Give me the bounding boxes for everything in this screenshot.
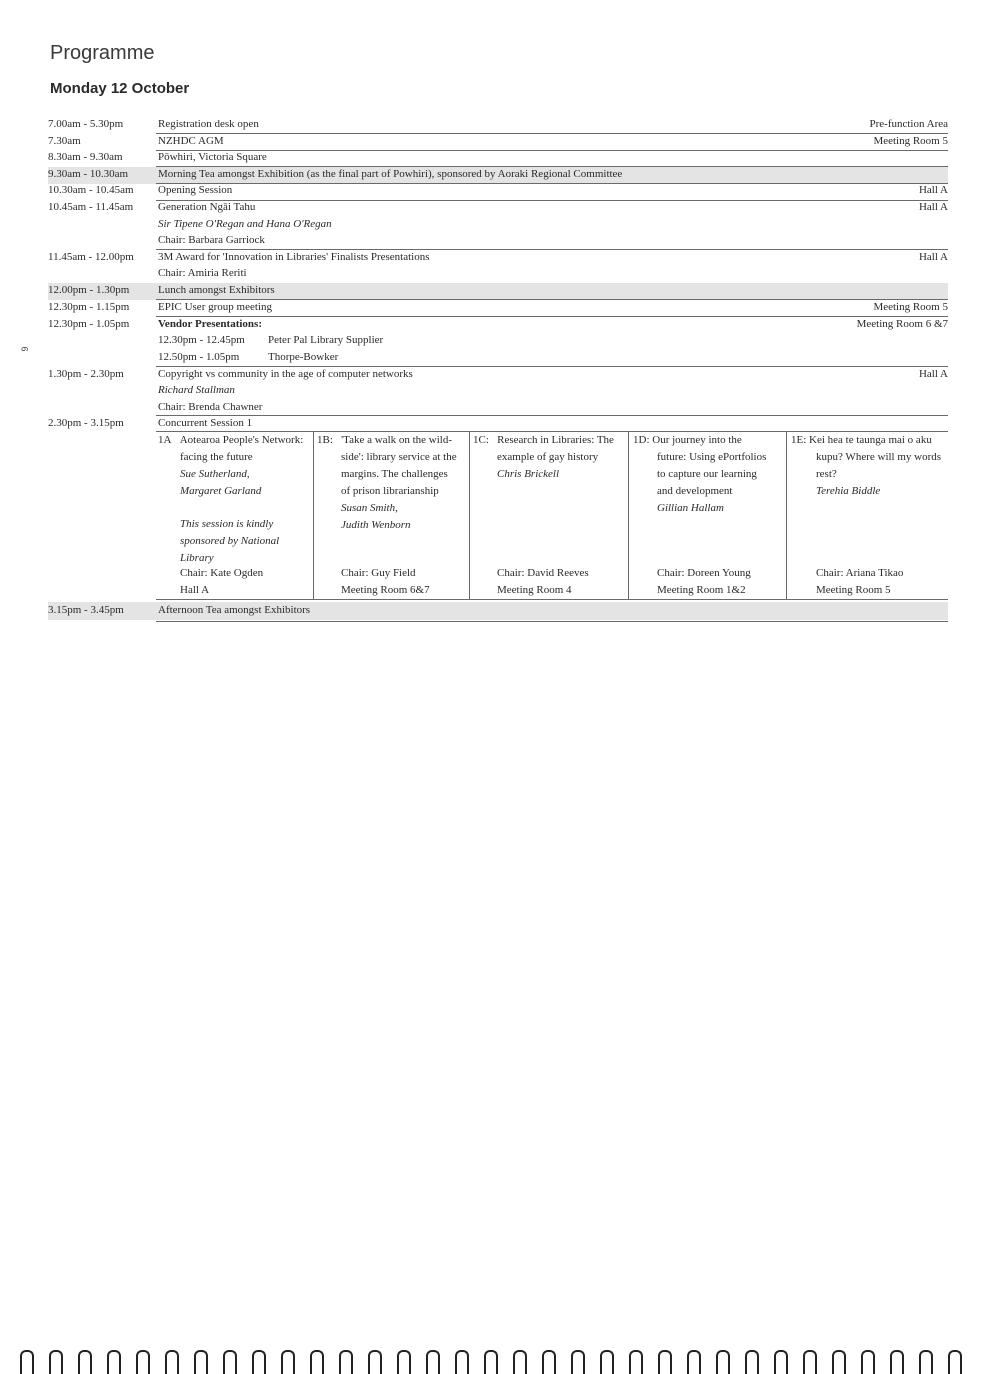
day-heading: Monday 12 October (50, 80, 190, 97)
schedule-row-highlight (48, 167, 948, 184)
row-divider (156, 316, 948, 317)
session-speaker: Chris Brickell (497, 468, 560, 480)
session-title: Research in Libraries: The (497, 434, 614, 446)
binding-ring (49, 1350, 63, 1374)
session-title-cont: margins. The challenges (341, 468, 448, 480)
session-title-cont: to capture our learning (657, 468, 757, 480)
row-location: Meeting Room 5 (873, 135, 948, 147)
session-speaker: Sue Sutherland, (180, 468, 250, 480)
row-chair: Chair: Barbara Garriock (158, 234, 265, 246)
row-location: Hall A (918, 184, 948, 196)
column-divider (469, 432, 470, 599)
column-divider (313, 432, 314, 599)
binding-ring (165, 1350, 179, 1374)
row-speakers: Sir Tipene O'Regan and Hana O'Regan (158, 218, 332, 230)
schedule-row (48, 135, 948, 151)
session-code: 1D: (633, 434, 650, 446)
row-time: 9.30am - 10.30am (48, 168, 129, 180)
session-title-cont: of prison librarianship (341, 485, 439, 497)
row-time: 12.00pm - 1.30pm (48, 284, 130, 296)
row-divider (156, 621, 948, 622)
row-title: Copyright vs community in the age of computer networks (158, 368, 413, 380)
session-title-cont: and development (657, 485, 733, 497)
session-room: Hall A (180, 584, 210, 596)
column-divider (786, 432, 787, 599)
session-code: 1A (158, 434, 172, 446)
schedule-row (48, 184, 948, 200)
schedule-row (48, 118, 948, 134)
session-speaker: Judith Wenborn (341, 519, 411, 531)
row-location: Hall A (918, 368, 948, 380)
row-divider (156, 299, 948, 300)
row-title: Concurrent Session 1 (158, 417, 253, 429)
column-divider (628, 432, 629, 599)
row-title: Vendor Presentations: (158, 318, 262, 330)
binding-ring (310, 1350, 324, 1374)
schedule-row (48, 318, 948, 368)
session-1c (473, 432, 623, 599)
row-title: EPIC User group meeting (158, 301, 272, 313)
binding-ring (803, 1350, 817, 1374)
row-time: 1.30pm - 2.30pm (48, 368, 124, 380)
binding-ring (890, 1350, 904, 1374)
schedule-row-highlight (48, 602, 948, 620)
session-1a (158, 432, 314, 599)
page-number: 6 (19, 346, 30, 352)
session-room: Meeting Room 4 (497, 584, 572, 596)
schedule-row (48, 201, 948, 251)
row-title: Opening Session (158, 184, 233, 196)
session-speaker: Susan Smith, (341, 502, 398, 514)
session-title: Kei hea te taunga mai o aku (809, 434, 932, 446)
session-room: Meeting Room 6&7 (341, 584, 430, 596)
row-title: Registration desk open (158, 118, 259, 130)
row-time: 10.30am - 10.45am (48, 184, 134, 196)
vendor-time: 12.30pm - 12.45pm (158, 334, 245, 346)
binding-ring (745, 1350, 759, 1374)
row-title: Afternoon Tea amongst Exhibitors (158, 604, 311, 616)
row-location: Hall A (918, 201, 948, 213)
binding-ring (194, 1350, 208, 1374)
binding-ring (658, 1350, 672, 1374)
session-sponsor-note: sponsored by National Library (180, 535, 280, 564)
row-chair: Chair: Brenda Chawner (158, 401, 263, 413)
row-title: Generation Ngāi Tahu (158, 201, 256, 213)
session-speaker: Gillian Hallam (657, 502, 724, 514)
binding-ring (571, 1350, 585, 1374)
session-room: Meeting Room 1&2 (657, 584, 746, 596)
row-time: 3.15pm - 3.45pm (48, 604, 124, 616)
row-speakers: Richard Stallman (158, 384, 235, 396)
session-title-cont: kupu? Where will my words (816, 451, 942, 463)
schedule-row (48, 368, 948, 416)
session-speaker: Terehia Biddle (816, 485, 881, 497)
session-room: Meeting Room 5 (816, 584, 891, 596)
binding-ring (397, 1350, 411, 1374)
session-code: 1C: (473, 434, 489, 446)
binding-ring (716, 1350, 730, 1374)
row-title: Pōwhiri, Victoria Square (158, 151, 267, 163)
binding-ring (542, 1350, 556, 1374)
binding-ring (687, 1350, 701, 1374)
binding-ring (368, 1350, 382, 1374)
row-title: NZHDC AGM (158, 135, 224, 147)
session-speaker: Margaret Garland (180, 485, 262, 497)
row-divider (156, 133, 948, 134)
schedule-row (48, 151, 948, 167)
session-code: 1B: (317, 434, 333, 446)
session-chair: Chair: David Reeves (497, 567, 589, 579)
binding-ring (455, 1350, 469, 1374)
binding-ring (832, 1350, 846, 1374)
row-location: Meeting Room 6 &7 (856, 318, 948, 330)
session-sponsor-note: This session is kindly (180, 518, 274, 530)
row-time: 8.30am - 9.30am (48, 151, 123, 163)
binding-ring (20, 1350, 34, 1374)
page-title: Programme (50, 42, 155, 64)
vendor-time: 12.50pm - 1.05pm (158, 351, 240, 363)
row-time: 7.30am (48, 135, 81, 147)
vendor-name: Thorpe-Bowker (268, 351, 339, 363)
binding-ring (78, 1350, 92, 1374)
vendor-name: Peter Pal Library Supplier (268, 334, 384, 346)
binding-ring (948, 1350, 962, 1374)
row-title: Lunch amongst Exhibitors (158, 284, 275, 296)
session-title: 'Take a walk on the wild- (341, 434, 453, 446)
binding-ring (223, 1350, 237, 1374)
binding-ring (600, 1350, 614, 1374)
binding-ring (136, 1350, 150, 1374)
session-1d (633, 432, 783, 599)
binding-ring (513, 1350, 527, 1374)
spiral-binding (0, 672, 999, 707)
session-chair: Chair: Kate Ogden (180, 567, 264, 579)
row-divider (156, 249, 948, 250)
row-divider (156, 366, 948, 367)
row-time: 7.00am - 5.30pm (48, 118, 124, 130)
session-title-cont: example of gay history (497, 451, 599, 463)
schedule-row (48, 301, 948, 317)
row-location: Meeting Room 5 (873, 301, 948, 313)
binding-ring (426, 1350, 440, 1374)
session-chair: Chair: Ariana Tikao (816, 567, 904, 579)
session-1e (791, 432, 948, 599)
row-chair: Chair: Amiria Reriti (158, 267, 247, 279)
row-divider (156, 415, 948, 416)
session-title-cont: side': library service at the (341, 451, 457, 463)
row-title: 3M Award for 'Innovation in Libraries' Finalists Presentations (158, 251, 430, 263)
session-title: Aotearoa People's Network: (179, 434, 304, 446)
binding-ring (484, 1350, 498, 1374)
schedule-row (48, 251, 948, 285)
row-time: 12.30pm - 1.05pm (48, 318, 130, 330)
schedule-row-highlight (48, 283, 948, 300)
row-location: Hall A (918, 251, 948, 263)
schedule-row (48, 417, 948, 433)
sessions-bottom-rule (156, 599, 948, 600)
session-title: Our journey into the (652, 434, 742, 446)
session-title-cont: rest? (816, 468, 837, 480)
row-time: 11.45am - 12.00pm (48, 251, 134, 263)
row-location: Pre-function Area (869, 118, 948, 130)
binding-ring (919, 1350, 933, 1374)
session-title-cont: future: Using ePortfolios (657, 451, 767, 463)
binding-ring (339, 1350, 353, 1374)
binding-ring (861, 1350, 875, 1374)
row-time: 2.30pm - 3.15pm (48, 417, 124, 429)
row-title: Morning Tea amongst Exhibition (as the final part of Powhiri), sponsored by Aoraki Regional Committee (158, 168, 623, 180)
row-time: 12.30pm - 1.15pm (48, 301, 130, 313)
session-1b (317, 432, 467, 599)
row-time: 10.45am - 11.45am (48, 201, 134, 213)
session-chair: Chair: Doreen Young (657, 567, 751, 579)
session-chair: Chair: Guy Field (341, 567, 416, 579)
session-title-cont: facing the future (180, 451, 253, 463)
binding-ring (252, 1350, 266, 1374)
session-code: 1E: (791, 434, 807, 446)
binding-ring (107, 1350, 121, 1374)
binding-ring (629, 1350, 643, 1374)
binding-ring (281, 1350, 295, 1374)
binding-ring (774, 1350, 788, 1374)
